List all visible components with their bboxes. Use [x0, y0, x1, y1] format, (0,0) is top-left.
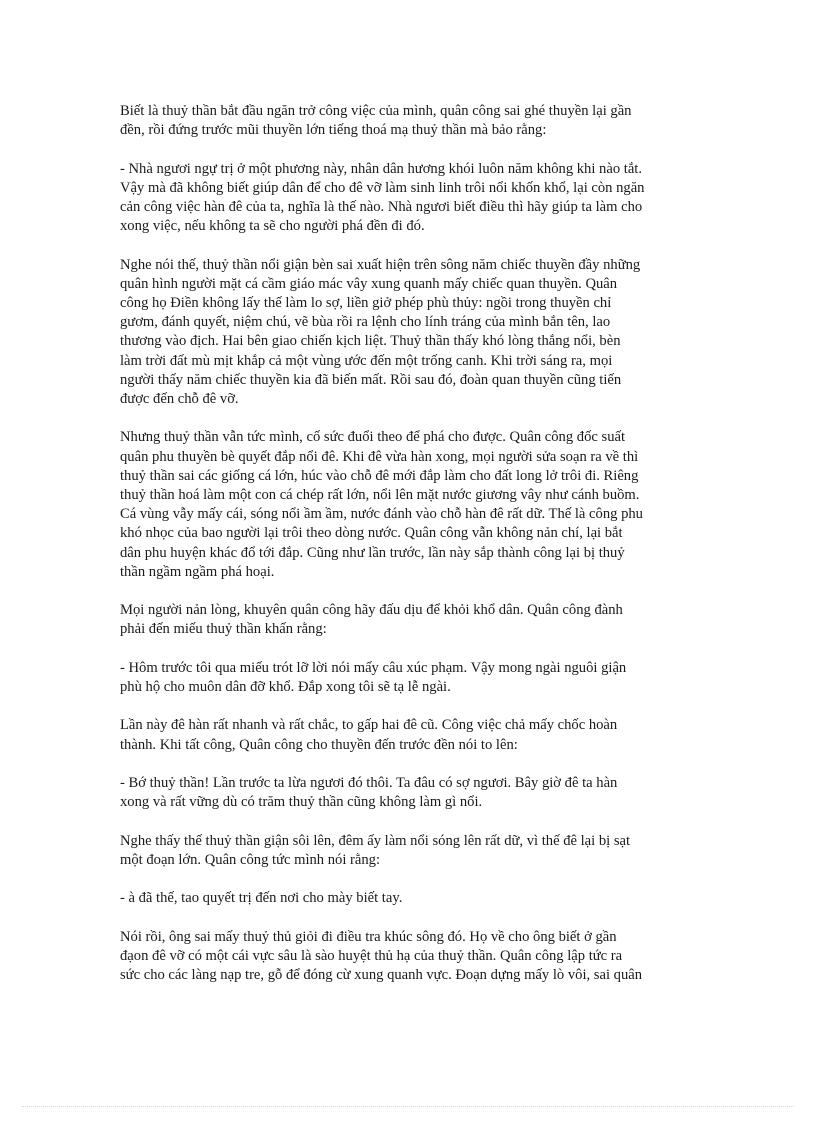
page-bottom-divider: [22, 1106, 794, 1107]
paragraph-11: Nói rồi, ông sai mấy thuỷ thủ giỏi đi điều tra khúc sông đó. Họ về cho ông biết ở gần đạon đê vỡ có một cái vực sâu là sào huyệt thủ hạ của thuỷ thần. Quân công lập tức ra sức cho các làng nạp tre, gỗ để đóng cừ xung quanh vực. Đoạn dựng mấy lò vôi, sai quân: [120, 928, 643, 983]
paragraph-8: - Bớ thuỷ thần! Lần trước ta lừa ngươi đó thôi. Ta đâu có sợ ngươi. Bây giờ đê ta hàn xong và rất vững dù có trăm thuỷ thần cũng không làm gì nổi.: [120, 775, 618, 811]
paragraph-4: Nhưng thuỷ thần vẫn tức mình, cố sức đuổi theo để phá cho được. Quân công đốc suất quân phu thuyền bè quyết đắp nổi đê. Khi đê vừa hàn xong, mọi người sửa soạn ra về thì thuỷ thần sai các giống cá lớn, húc vào chỗ đê mới đắp làm cho đất long lở trôi đi. Riêng thuỷ thần hoá làm một con cá chép rất lớn, nổi lên mặt nước giương vây như cánh buồm. Cá vùng vẫy mấy cái, sóng nổi ầm ầm, nước đánh vào chỗ hàn đê rất dữ. Thế là công phu khó nhọc của bao người lại trôi theo dòng nước. Quân công vẫn không nản chí, lại bắt dân phu huyện khác đổ tới đắp. Cũng như lần trước, lần này sắp thành công lại bị thuỷ thần ngầm ngầm phá hoại.: [120, 429, 643, 580]
paragraph-5: Mọi người nản lòng, khuyên quân công hãy đấu dịu để khỏi khổ dân. Quân công đành phải đến miếu thuỷ thần khấn rằng:: [120, 602, 623, 638]
paragraph-6: - Hôm trước tôi qua miếu trót lỡ lời nói mấy câu xúc phạm. Vậy mong ngài nguôi giận phù hộ cho muôn dân đỡ khổ. Đắp xong tôi sẽ tạ lễ ngài.: [120, 659, 627, 696]
document-body: [120, 102, 700, 1004]
paragraph-3: Nghe nói thế, thuỷ thần nổi giận bèn sai xuất hiện trên sông năm chiếc thuyền đầy những quân hình người mặt cá cầm giáo mác vây xung quanh mấy chiếc quan thuyền. Quân công họ Điền không lấy thế làm lo sợ, liền giở phép phù thủy: ngồi trong thuyền chỉ gươm, đánh quyết, niệm chú, vẽ bùa rồi ra lệnh cho lính tráng của mình bắn tên, lao thương vào địch. Hai bên giao chiến kịch liệt. Thuỷ thần thấy khó lòng thắng nổi, bèn làm trời đất mù mịt khắp cả một vùng ước đến một trống canh. Khi trời sáng ra, mọi người thấy năm chiếc thuyền kia đã biến mất. Rồi sau đó, đoàn quan thuyền cũng tiến được đến chỗ đê vỡ.: [120, 256, 641, 408]
paragraph-10: - à đã thế, tao quyết trị đến nơi cho mày biết tay.: [120, 890, 403, 907]
paragraph-7: Lần này đê hàn rất nhanh và rất chắc, to gấp hai đê cũ. Công việc chả mấy chốc hoàn thành. Khi tất công, Quân công cho thuyền đến trước đền nói to lên:: [120, 717, 618, 753]
paragraph-1: Biết là thuỷ thần bắt đầu ngăn trở công việc của mình, quân công sai ghé thuyền lại gần đền, rồi đứng trước mũi thuyền lớn tiếng thoá mạ thuỷ thần mà bảo rằng:: [120, 103, 632, 139]
paragraph-2: - Nhà ngươi ngự trị ở một phương này, nhân dân hương khói luôn năm không khi nào tắt. Vậy mà đã không biết giúp dân để cho đê vỡ làm sinh linh trôi nổi khốn khổ, lại còn ngăn cản công việc hàn đê của ta, nghĩa là thế nào. Nhà ngươi biết điều thì hãy giúp ta làm cho xong việc, nếu không ta sẽ cho người phá đền đi đó.: [120, 160, 645, 235]
paragraph-9: Nghe thấy thế thuỷ thần giận sôi lên, đêm ấy làm nổi sóng lên rất dữ, vì thế đê lại bị sạt một đoạn lớn. Quân công tức mình nói rằng:: [120, 832, 631, 868]
